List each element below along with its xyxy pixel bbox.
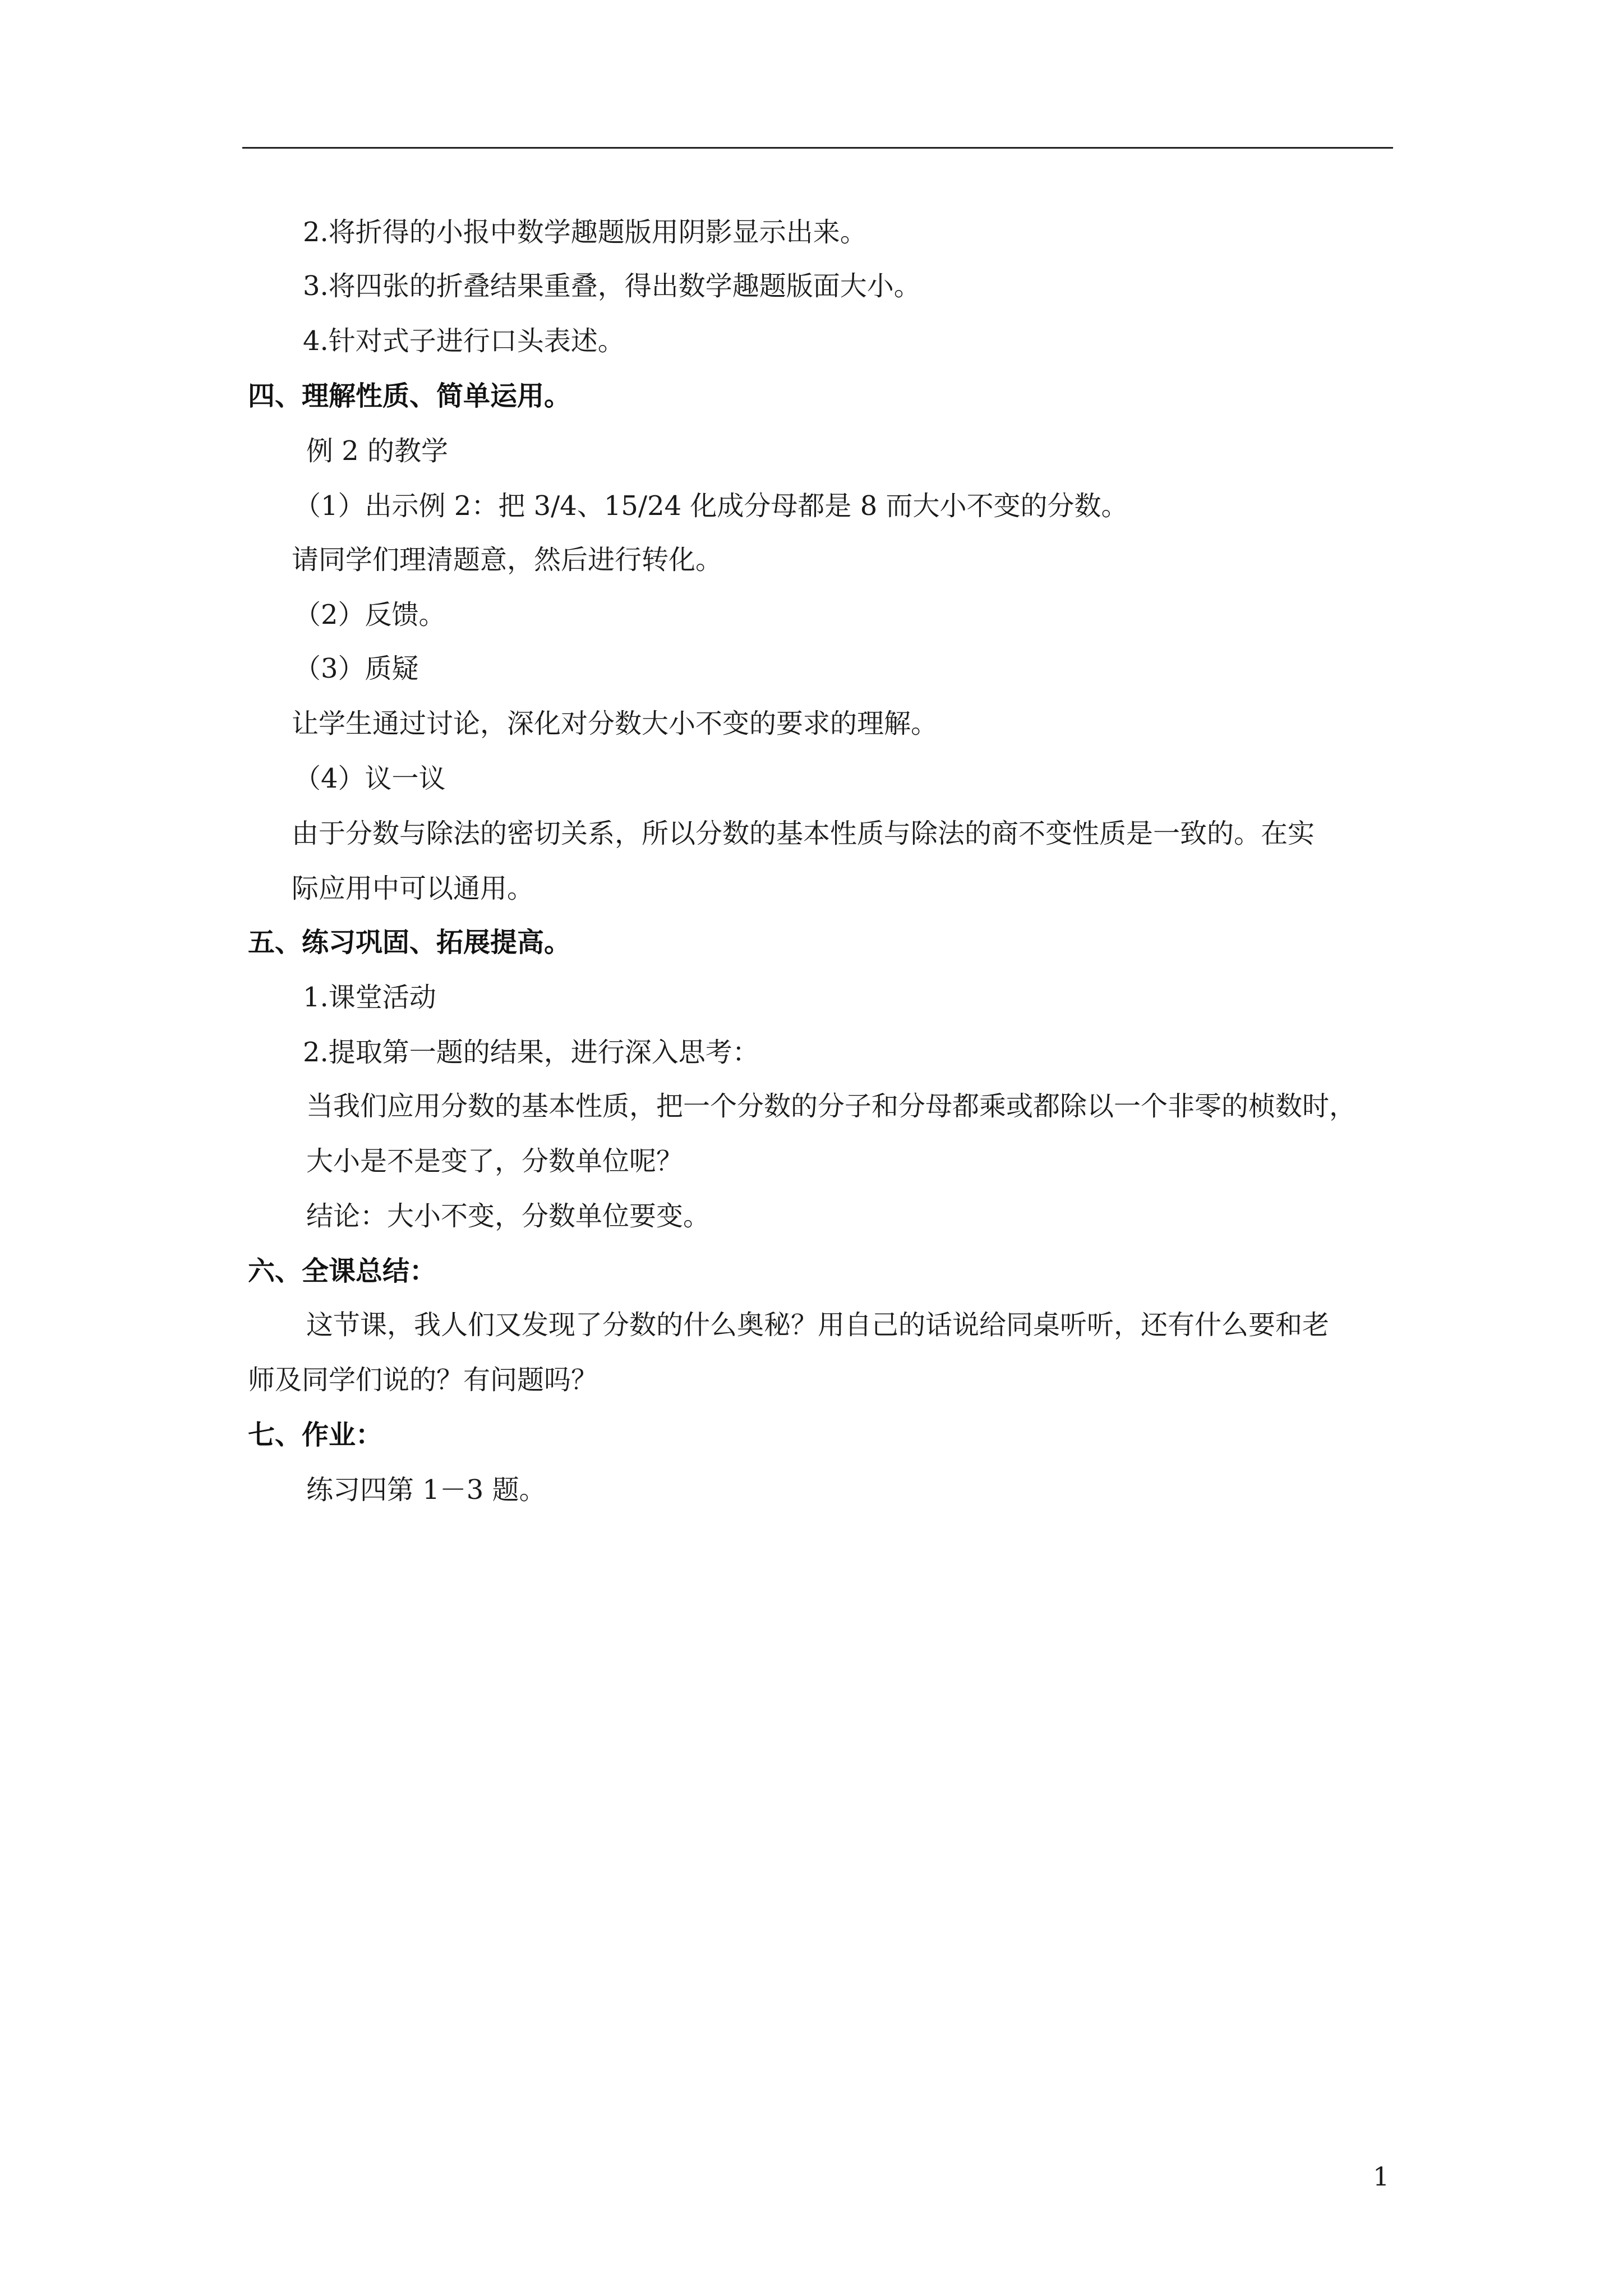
example-2-step-3: （3）质疑 — [294, 653, 419, 684]
conclusion-text: 结论：大小不变，分数单位要变。 — [306, 1200, 711, 1232]
example-2-step-4: （4）议一议 — [294, 763, 446, 794]
paragraph-line: 由于分数与除法的密切关系，所以分数的基本性质与除法的商不变性质是一致的。在实 — [292, 818, 1315, 849]
paragraph-line: 际应用中可以通用。 — [292, 873, 534, 904]
header-rule — [242, 147, 1393, 149]
example-2-step-1: （1）出示例 2：把 3/4、15/24 化成分母都是 8 而大小不变的分数。 — [294, 490, 1128, 522]
example-2-title: 例 2 的教学 — [306, 435, 449, 467]
step-2-text: 2.将折得的小报中数学趣题版用阴影显示出来。 — [303, 217, 867, 248]
step-4-text: 4.针对式子进行口头表述。 — [303, 325, 625, 357]
paragraph-line: 这节课，我人们又发现了分数的什么奥秘？用自己的话说给同桌听听，还有什么要和老 — [306, 1309, 1330, 1341]
section-heading-4: 四、理解性质、简单运用。 — [248, 380, 571, 412]
example-2-instruction: 请同学们理清题意，然后进行转化。 — [292, 544, 723, 576]
paragraph-line: 大小是不是变了，分数单位呢？ — [306, 1145, 684, 1177]
homework-text: 练习四第 1－3 题。 — [306, 1474, 546, 1506]
paragraph-line: 师及同学们说的？有问题吗？ — [248, 1364, 598, 1396]
section-heading-6: 六、全课总结： — [248, 1255, 437, 1287]
section-heading-7: 七、作业： — [248, 1419, 383, 1451]
step-3-text: 3.将四张的折叠结果重叠，得出数学趣题版面大小。 — [303, 270, 921, 302]
practice-item-1: 1.课堂活动 — [303, 982, 436, 1013]
example-2-step-2: （2）反馈。 — [294, 599, 446, 631]
example-2-discussion: 让学生通过讨论，深化对分数大小不变的要求的理解。 — [292, 708, 938, 739]
paragraph-line: 当我们应用分数的基本性质，把一个分数的分子和分母都乘或都除以一个非零的桢数时， — [306, 1091, 1357, 1122]
practice-item-2: 2.提取第一题的结果，进行深入思考： — [303, 1037, 759, 1068]
page-number: 1 — [1373, 2161, 1390, 2192]
section-heading-5: 五、练习巩固、拓展提高。 — [248, 927, 571, 958]
